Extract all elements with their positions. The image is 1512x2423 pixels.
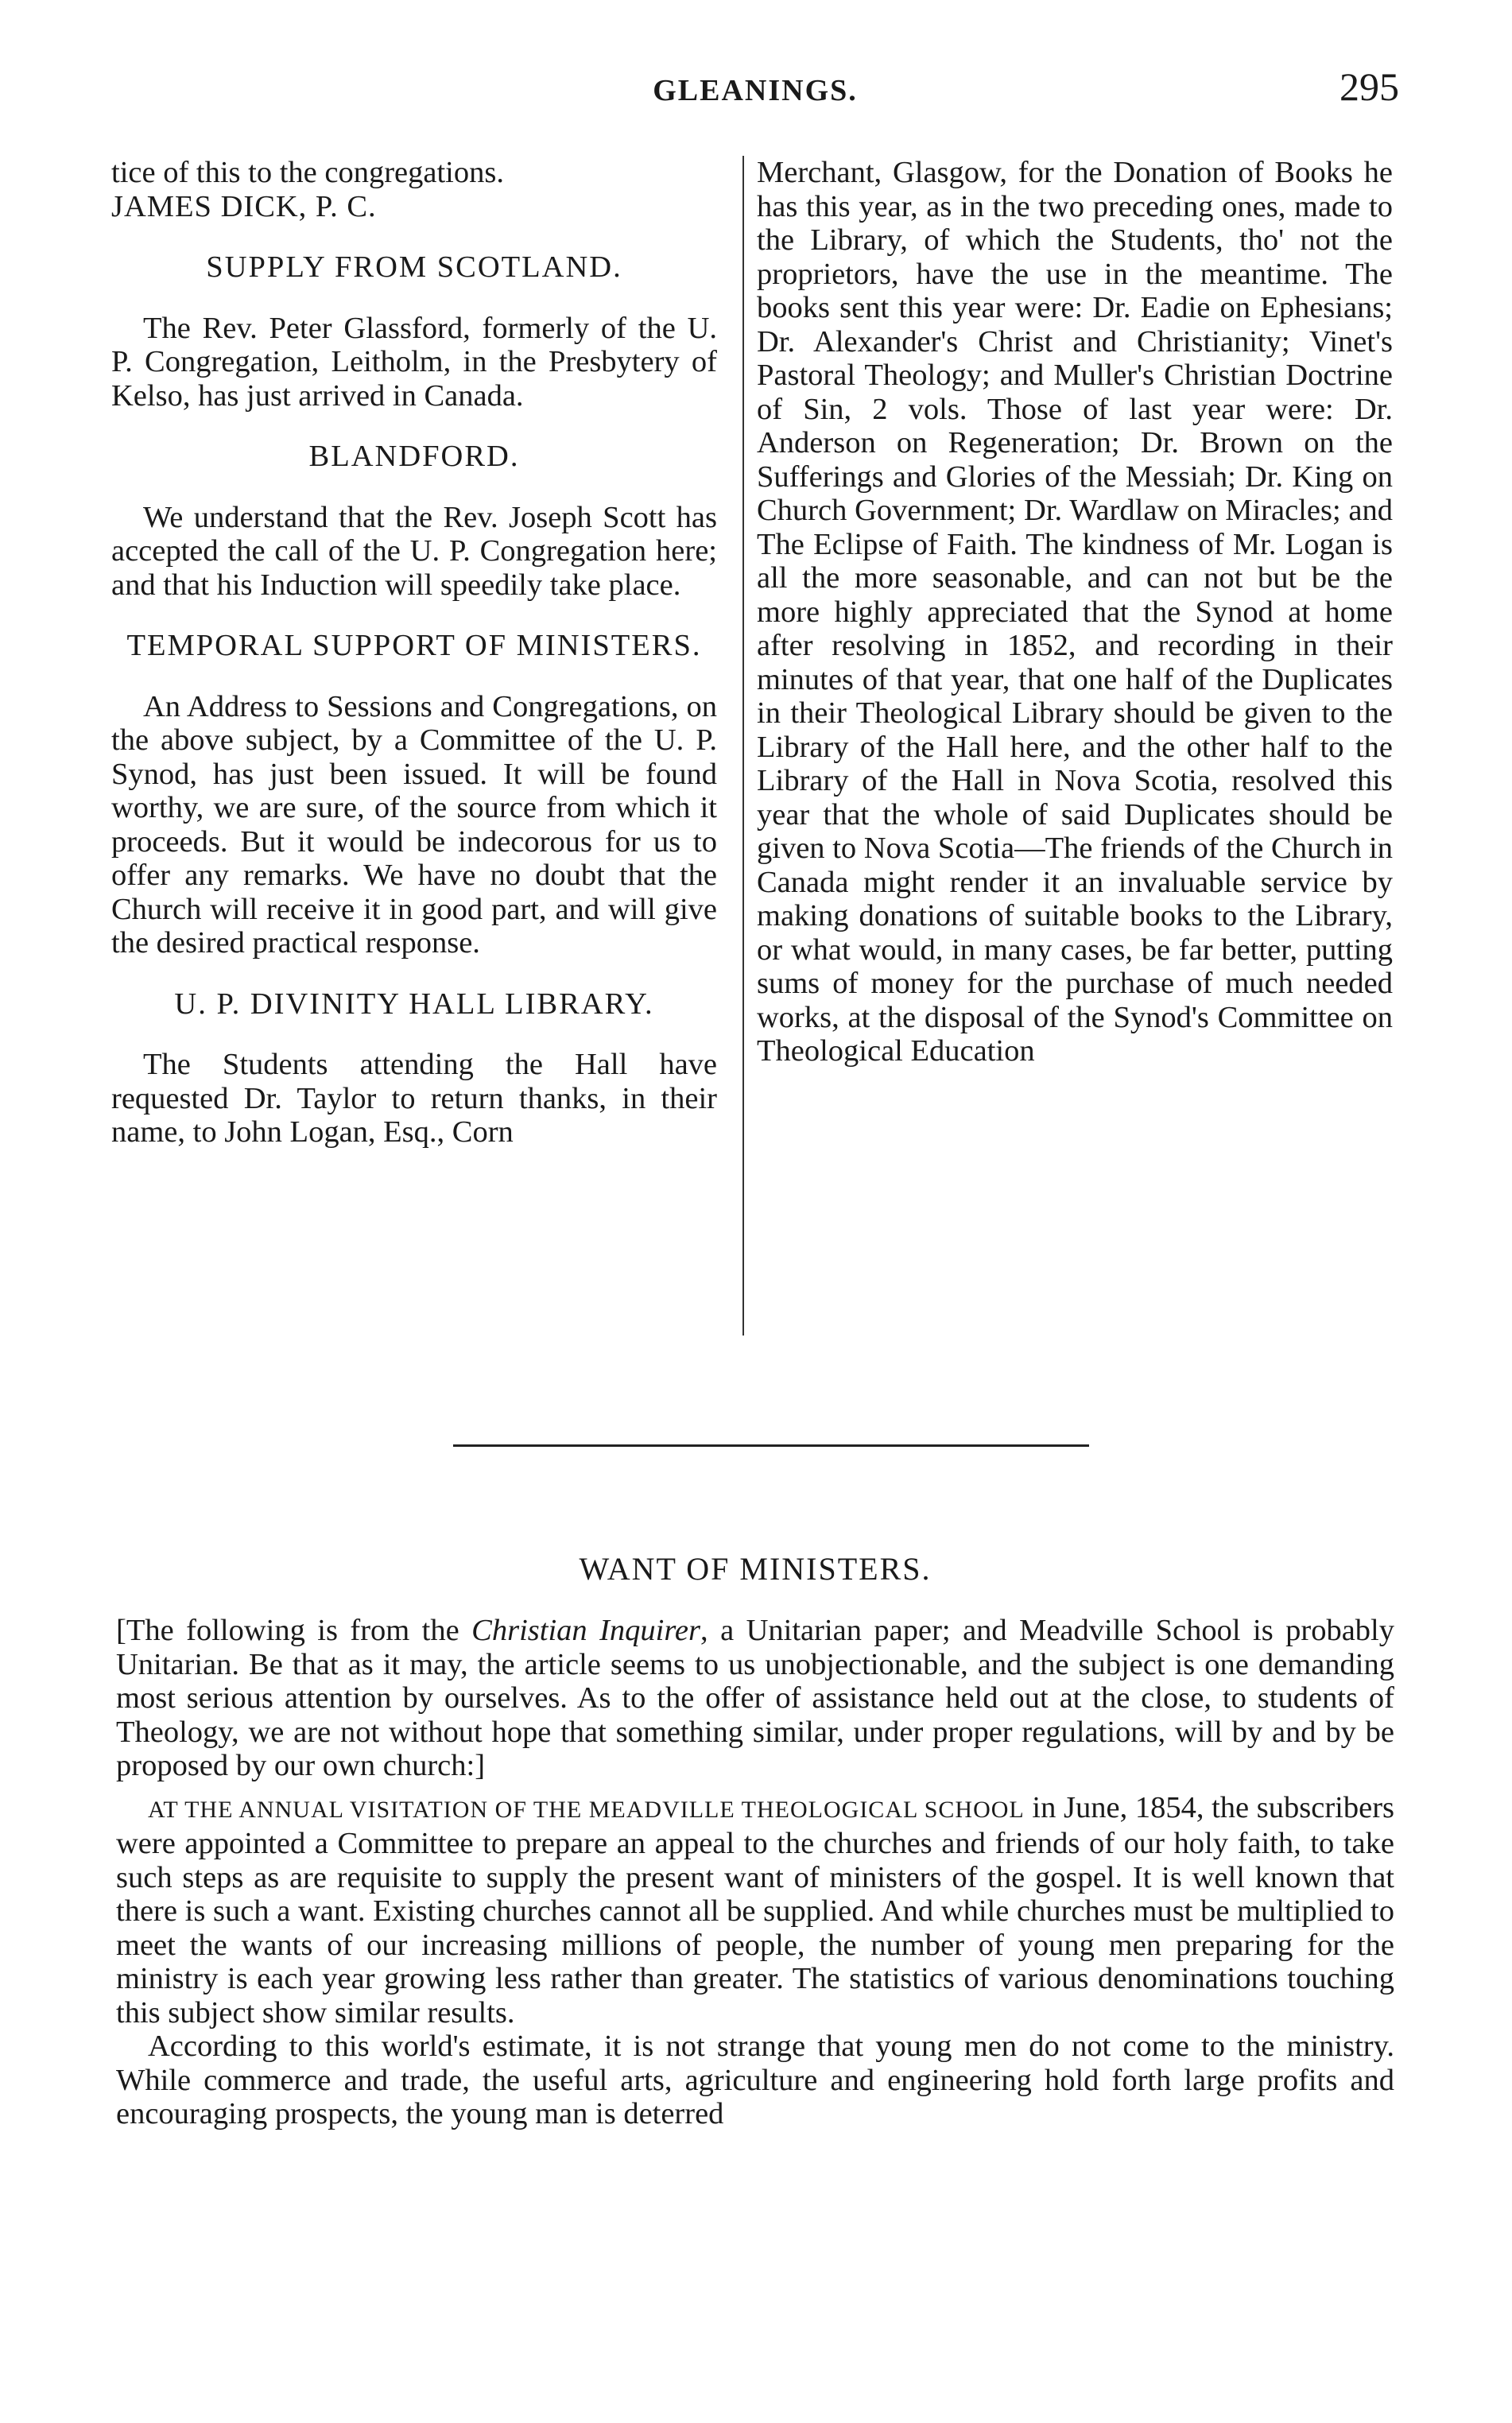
continuation-paragraph: Merchant, Glasgow, for the Donation of Books he has this year, as in the two preceding ones, made to the Library, of which the Students, tho' not the proprietors, have the use in the meantime. The books sent this year were: Dr. Eadie on Ephesians; Dr. Alexander's Christ and Christianity; Vinet's Pastoral Theology; and Muller's Christian Doctrine of Sin, 2 vols. Those of last year were: Dr. Anderson on Regeneration; Dr. Brown on the Sufferings and Glories of the Messiah; Dr. King on Church Government; Dr. Wardlaw on Miracles; and The Eclipse of Faith. The kindness of Mr. Logan is all the more seasonable, and can not but be the more highly appreciated that the Synod at home after resolving in 1852, and recording in their minutes of that year, that one half of the Duplicates in their Theological Library should be given to the Library of the Hall here, and the other half to the Library of the Hall in Nova Scotia, resolved this year that the whole of said Duplicates should be given to Nova Scotia—The friends of the Church in Canada might render it an invaluable service by making donations of suitable books to the Library, or what would, in many cases, be far better, putting sums of money for the purchase of much needed works, at the disposal of the Synod's Committee on Theological Education <box>757 156 1393 1068</box>
heading-temporal-support: TEMPORAL SUPPORT OF MINISTERS. <box>126 629 702 662</box>
article-title: WANT OF MINISTERS. <box>579 1551 932 1587</box>
heading-blandford: BLANDFORD. <box>308 440 520 473</box>
article-paragraph-1 <box>116 1791 1394 2030</box>
signature: JAMES DICK, P. C. <box>111 189 377 223</box>
article-intro <box>116 1614 1394 1783</box>
heading-divinity-hall-library: U. P. DIVINITY HALL LIBRARY. <box>174 987 654 1021</box>
intro-before: [The following is from the <box>116 1614 472 1647</box>
supply-paragraph: The Rev. Peter Glassford, formerly of the U. P. Congregation, Leitholm, in the Presbytery of Kelso, has just arrived in Canada. <box>111 311 717 413</box>
temporal-paragraph: An Address to Sessions and Congregations, on the above subject, by a Committee of the U. P. Synod, has just been issued. It will be found worthy, we are sure, of the source from which it proceeds. But it would be indecorous for us to offer any remarks. We have no doubt that the Church will receive it in good part, and will give the desired practical response. <box>111 689 717 960</box>
intro-after: , a Unitarian paper; and Meadville School is probably Unitarian. Be that as it may, the article seems to us unobjectionable, and the subject is one demanding most serious attention by ourselves. As to the offer of assistance held out at the close, to students of Theology, we are not without hope that something similar, under proper regulations, will by and by be proposed by our own church:] <box>116 1614 1394 1782</box>
left-column <box>111 156 717 1149</box>
section-divider <box>453 1444 1089 1447</box>
right-column <box>757 156 1393 1068</box>
library-paragraph: The Students attending the Hall have requested Dr. Taylor to return thanks, in their name, to John Logan, Esq., Corn <box>111 1048 717 1149</box>
paragraph-lead: AT THE ANNUAL VISITATION OF THE MEADVILLE THEOLOGICAL SCHOOL <box>148 1796 1025 1823</box>
article-paragraph-2: According to this world's estimate, it is not strange that young men do not come to the ministry. While commerce and trade, the useful arts, agriculture and engineering hold forth large profits and encouraging prospects, the young man is deterred <box>116 2030 1394 2130</box>
paragraph-1-text: in June, 1854, the subscribers were appointed a Committee to prepare an appeal to the churches and friends of our holy faith, to take such steps as are requisite to supply the present want of ministers of the gospel. It is well known that there is such a want. Existing churches cannot all be supplied. And while churches must be multiplied to meet the wants of our increasing millions of people, the number of young men preparing for the ministry is each year growing less rather than greater. The statistics of various denominations touching this subject show similar results. <box>116 1790 1395 2030</box>
column-divider <box>742 156 744 1336</box>
heading-supply-from-scotland: SUPPLY FROM SCOTLAND. <box>206 250 622 284</box>
running-head <box>111 64 1399 111</box>
intro-source: Christian Inquirer <box>471 1614 700 1647</box>
article-body <box>116 1614 1394 2130</box>
blandford-paragraph: We understand that the Rev. Joseph Scott has accepted the call of the U. P. Congregation here; and that his Induction will speedily take place. <box>111 500 717 602</box>
page-number: 295 <box>1339 64 1399 109</box>
running-title: GLEANINGS. <box>653 74 858 107</box>
opening-text: tice of this to the congregations. <box>111 156 504 189</box>
